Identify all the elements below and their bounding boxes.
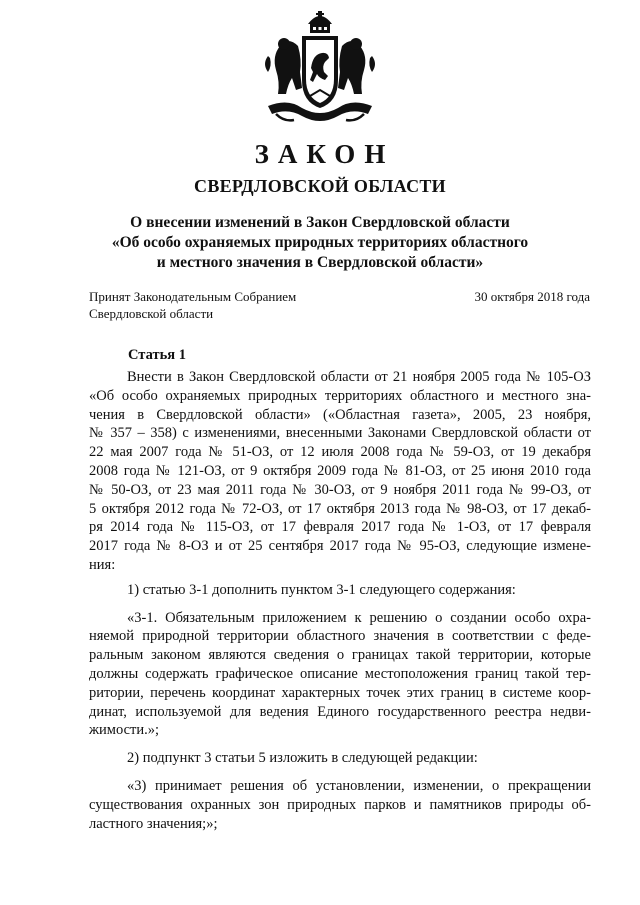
text-line: ральным законом являются сведения о границах такой территории, которые xyxy=(89,647,591,664)
text-line: ния: xyxy=(89,556,116,573)
text-line: «3) принимает решения об установлении, изменении, о прекращении xyxy=(127,777,591,794)
text-line: ритории, перечень координат характерных точек этих границ в системе коор- xyxy=(89,684,591,701)
text-line: 5 октября 2012 года № 72-ОЗ, от 17 октября 2013 года № 98-ОЗ, от 17 декаб- xyxy=(89,500,591,517)
law-title-line: О внесении изменений в Закон Свердловской области xyxy=(130,214,510,231)
text-line: жимости.»; xyxy=(89,722,160,739)
paragraph xyxy=(89,749,591,768)
region-title: СВЕРДЛОВСКОЙ ОБЛАСТИ xyxy=(194,176,446,196)
text-line: 22 мая 2007 года № 51-ОЗ, от 12 июля 2008 года № 59-ОЗ, от 19 декабря xyxy=(89,444,591,461)
text-line: № 357 – 358) с изменениями, внесенными Законами Свердловской области от xyxy=(89,425,591,442)
paragraph xyxy=(89,368,591,575)
law-title-line: и местного значения в Свердловской области» xyxy=(156,254,484,271)
paragraph xyxy=(89,777,591,833)
text-line: 1) статью 3-1 дополнить пунктом 3-1 следующего содержания: xyxy=(127,581,516,598)
article-heading: Статья 1 xyxy=(128,347,186,363)
adoption-date: 30 октября 2018 года xyxy=(474,289,590,304)
text-line: «3-1. Обязательным приложением к решению о создании особо охра- xyxy=(127,609,591,626)
text-line: динат, используемой для ведения Единого государственного реестра недви- xyxy=(89,703,591,720)
law-title-line: «Об особо охраняемых природных территориях областного xyxy=(111,234,529,251)
article-body xyxy=(89,368,591,839)
adopted-by xyxy=(89,288,296,322)
text-line: чения в Свердловской области» («Областная газета», 2005, 23 ноября, xyxy=(89,406,591,423)
text-line: Внести в Закон Свердловской области от 21 ноября 2005 года № 105-ОЗ xyxy=(127,369,591,385)
text-line: ластного значения;»; xyxy=(89,815,218,832)
text-line: «Об особо охраняемых природных территориях областного и местного зна- xyxy=(89,387,591,404)
text-line: ря 2014 года № 115-ОЗ, от 17 февраля 2017 года № 1-ОЗ, от 17 февраля xyxy=(89,519,591,536)
coat-of-arms-icon xyxy=(258,10,382,128)
adopted-by-line: Принят Законодательным Собранием xyxy=(89,289,297,304)
text-line: № 50-ОЗ, от 23 мая 2011 года № 30-ОЗ, от 9 ноября 2011 года № 99-ОЗ, от xyxy=(89,481,591,498)
text-line: 2008 года № 121-ОЗ, от 9 октября 2009 года № 81-ОЗ, от 25 июня 2010 года xyxy=(89,462,591,479)
text-line: существования охранных зон природных парков и памятников природы об- xyxy=(89,796,591,813)
paragraph xyxy=(89,581,591,600)
text-line: 2017 года № 8-ОЗ и от 25 сентября 2017 года № 95-ОЗ, следующие измене- xyxy=(89,538,591,555)
adopted-by-line: Свердловской области xyxy=(89,306,214,321)
law-title xyxy=(40,213,600,273)
text-line: няемой природной территории областного значения в соответствии с феде- xyxy=(89,628,591,645)
paragraph xyxy=(89,609,591,741)
document-type-title: ЗАКОН xyxy=(254,139,395,169)
text-line: должны содержать графическое описание местоположения границ такой тер- xyxy=(89,665,591,682)
text-line: 2) подпункт 3 статьи 5 изложить в следующей редакции: xyxy=(127,750,478,767)
